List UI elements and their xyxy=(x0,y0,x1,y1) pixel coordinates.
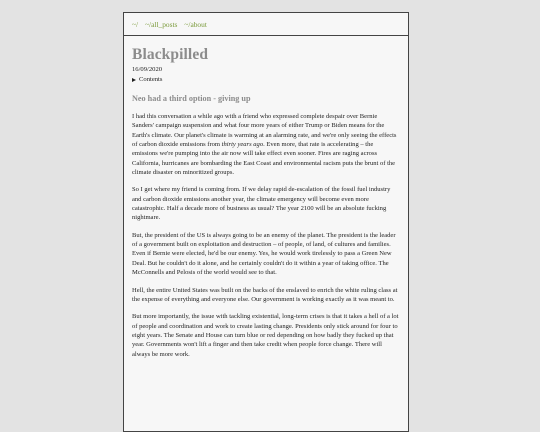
contents-label: Contents xyxy=(139,76,163,83)
article xyxy=(124,36,408,359)
paragraph-4: Hell, the entire United States was built on the backs of the enslaved to enrich the white ruling class at the expense of everything and everyone else. Our government is working exactly as it was meant to. xyxy=(132,286,398,303)
contents-toggle[interactable] xyxy=(132,75,400,84)
paragraph-1-emphasis: thirty years ago xyxy=(221,141,264,149)
paragraph-2: So I get where my friend is coming from. If we delay rapid de-escalation of the fossil fuel industry and carbon dioxide emissions another year, the climate emergency will become even more catastrophic. Half a decade more of business as usual? The year 2100 will be an absolute fucking nightmare. xyxy=(132,186,391,222)
page-container xyxy=(123,12,409,432)
post-date: 16/09/2020 xyxy=(132,66,163,73)
paragraph-1 xyxy=(132,112,400,177)
nav-all-posts-link[interactable]: ~/all_posts xyxy=(145,19,178,29)
top-nav xyxy=(124,13,408,36)
nav-about-link[interactable]: ~/about xyxy=(184,19,207,29)
paragraph-3: But, the president of the US is always going to be an enemy of the planet. The president is the leader of a government built on exploitation and destruction – of people, of land, of cultures and families. Even if Bernie were elected, he'd be our enemy. Yes, he would work tirelessly to pass a Green New Deal. But he couldn't do it alone, and he certainly couldn't do it within a year of taking office. The McConnells and Pelosis of the world would see to that. xyxy=(132,231,396,277)
paragraph-1-text-b: . Even more, that rate is accelerating – the emissions we're pumping into the air now will take effect even sooner. Fires are raging across California, hurricanes are bombarding the East Coast and environmental racism puts the brunt of the climate disaster on minoritized groups. xyxy=(132,141,396,177)
post-title: Blackpilled xyxy=(132,46,209,63)
paragraph-5: But more importantly, the issue with tackling existential, long-term crises is that it takes a hell of a lot of people and coordination and work to create lasting change. Presidents only stick around for four to eight years. The Senate and House can turn blue or red depending on how badly they fucked up that year. Governments won't lift a finger and then take credit when people force change. There will always be more work. xyxy=(132,313,399,358)
disclosure-triangle-icon xyxy=(132,78,136,82)
paragraph-1-text-a: I had this conversation a while ago with a friend who expressed complete despair over Bernie Sanders' campaign suspension and what four more years of either Trump or Biden means for the Earth's climate. Our planet's climate is warming at an alarming rate, and we're only seeing the effects of carbon dioxide emissions from xyxy=(132,113,397,149)
nav-home-link[interactable]: ~/ xyxy=(132,19,139,29)
section-heading: Neo had a third option - giving up xyxy=(132,94,251,103)
